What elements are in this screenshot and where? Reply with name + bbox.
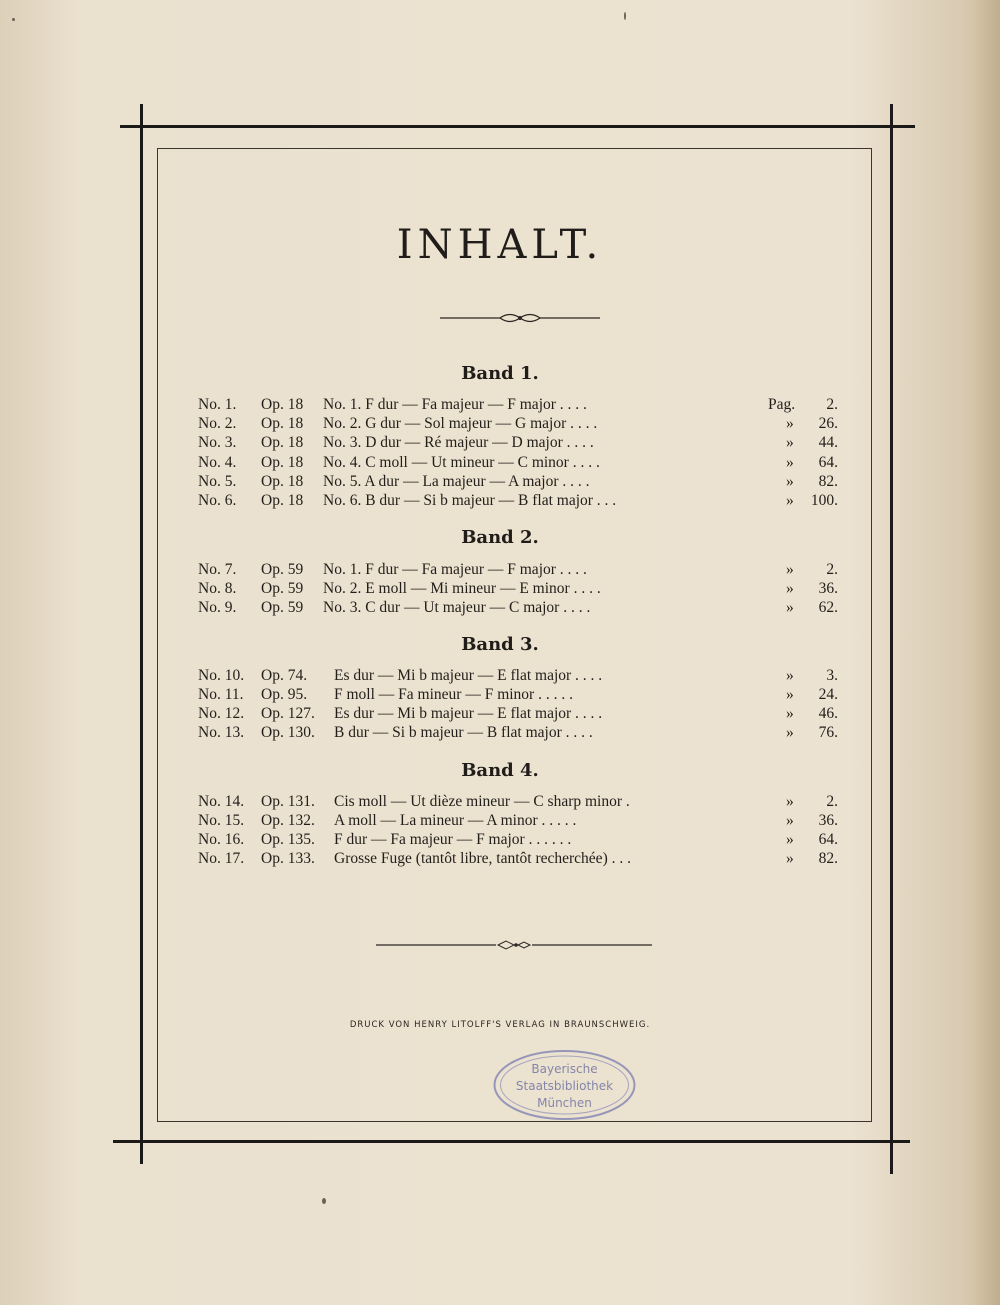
stamp-line-2: Staatsbibliothek [515,1079,614,1093]
entry-opus: Op. 135. [261,831,315,848]
list-item [198,415,838,435]
ornament-divider-icon [376,935,652,955]
speck [624,12,626,20]
entry-page-label: » [786,831,794,848]
entry-page: 36. [818,580,838,597]
list-item [198,793,838,813]
library-stamp-icon [492,1048,637,1122]
frame-top-line [120,125,915,128]
entry-page: 24. [818,686,838,703]
entry-page: 62. [818,599,838,616]
entry-description: No. 6. B dur — Si b majeur — B flat major . . . [323,492,617,509]
entry-page-label: » [786,599,794,616]
entry-description: A moll — La mineur — A minor . . . . . [334,812,577,829]
entry-number: No. 7. [198,561,237,578]
band-heading: Band 4. [461,760,539,781]
entry-opus: Op. 18 [261,415,304,432]
entry-opus: Op. 18 [261,454,304,471]
entry-page-label: » [786,492,794,509]
entry-opus: Op. 18 [261,434,304,451]
entry-description: No. 2. G dur — Sol majeur — G major . . . . [323,415,598,432]
list-item [198,473,838,493]
entry-opus: Op. 59 [261,561,304,578]
list-item [198,724,838,744]
entry-description: No. 3. C dur — Ut majeur — C major . . . . [323,599,591,616]
entry-page: 82. [818,473,838,490]
list-item [198,686,838,706]
entry-page-label: » [786,434,794,451]
entry-page-label: » [786,724,794,741]
stamp-line-1: Bayerische [531,1062,598,1076]
list-item [198,454,838,474]
entry-opus: Op. 130. [261,724,315,741]
entry-page-label: » [786,686,794,703]
entry-number: No. 10. [198,667,245,684]
list-item [198,850,838,870]
entry-description: No. 2. E moll — Mi mineur — E minor . . . . [323,580,601,597]
entry-opus: Op. 59 [261,580,304,597]
entry-page-label: » [786,415,794,432]
entry-opus: Op. 127. [261,705,315,722]
entry-page: 3. [826,667,838,684]
entry-description: Es dur — Mi b majeur — E flat major . . . . [334,705,603,722]
entry-number: No. 1. [198,396,237,413]
entry-description: F moll — Fa mineur — F minor . . . . . [334,686,573,703]
list-item [198,492,838,512]
list-item [198,667,838,687]
band-heading: Band 3. [461,634,539,655]
entry-description: Cis moll — Ut dièze mineur — C sharp minor . [334,793,630,810]
entry-opus: Op. 131. [261,793,315,810]
entry-opus: Op. 132. [261,812,315,829]
speck [12,18,15,21]
entry-page-label: » [786,793,794,810]
entry-number: No. 8. [198,580,237,597]
entry-description: F dur — Fa majeur — F major . . . . . . [334,831,572,848]
entry-page: 64. [818,454,838,471]
list-item [198,705,838,725]
entry-number: No. 4. [198,454,237,471]
entry-description: No. 5. A dur — La majeur — A major . . . . [323,473,590,490]
entry-page-label: » [786,454,794,471]
entry-page-label: » [786,667,794,684]
entry-description: Grosse Fuge (tantôt libre, tantôt recherchée) . . . [334,850,631,867]
ornament-divider-icon [440,308,600,328]
stamp-line-3: München [537,1096,592,1110]
entry-page: 100. [810,492,838,509]
entry-opus: Op. 59 [261,599,304,616]
entry-description: No. 1. F dur — Fa majeur — F major . . . . [323,561,587,578]
entry-page: 76. [818,724,838,741]
entry-number: No. 6. [198,492,237,509]
entry-page: 36. [818,812,838,829]
list-item [198,599,838,619]
frame-bottom-line [113,1140,910,1143]
list-item [198,580,838,600]
list-item [198,831,838,851]
list-item [198,434,838,454]
speck [322,1198,326,1204]
entry-number: No. 11. [198,686,244,703]
entry-number: No. 16. [198,831,245,848]
entry-page: 2. [826,396,838,413]
entry-description: Es dur — Mi b majeur — E flat major . . . . [334,667,603,684]
entry-opus: Op. 95. [261,686,308,703]
entry-page: 64. [818,831,838,848]
list-item [198,561,838,581]
entry-number: No. 14. [198,793,245,810]
band-heading: Band 2. [461,527,539,548]
entry-page: 2. [826,561,838,578]
entry-page: 82. [818,850,838,867]
entry-number: No. 17. [198,850,245,867]
entry-number: No. 9. [198,599,237,616]
entry-page-label: » [786,850,794,867]
printer-imprint: DRUCK VON HENRY LITOLFF'S VERLAG IN BRAUNSCHWEIG. [349,1020,651,1030]
band-heading: Band 1. [461,363,539,384]
entry-page: 26. [818,415,838,432]
entry-page-label: » [786,580,794,597]
entry-opus: Op. 133. [261,850,315,867]
entry-page: 44. [818,434,838,451]
entry-number: No. 15. [198,812,245,829]
entry-description: No. 4. C moll — Ut mineur — C minor . . . . [323,454,600,471]
entry-number: No. 12. [198,705,245,722]
entry-page: 2. [826,793,838,810]
entry-page-label: » [786,561,794,578]
page-title: INHALT. [396,222,604,268]
entry-page: 46. [818,705,838,722]
entry-opus: Op. 18 [261,473,304,490]
entry-number: No. 3. [198,434,237,451]
entry-opus: Op. 18 [261,396,304,413]
list-item [198,396,838,416]
entry-opus: Op. 74. [261,667,308,684]
entry-description: No. 3. D dur — Ré majeur — D major . . . . [323,434,594,451]
entry-description: No. 1. F dur — Fa majeur — F major . . . . [323,396,587,413]
entry-description: B dur — Si b majeur — B flat major . . . . [334,724,593,741]
entry-number: No. 5. [198,473,237,490]
list-item [198,812,838,832]
entry-page-label: » [786,473,794,490]
entry-page-label: » [786,812,794,829]
entry-number: No. 2. [198,415,237,432]
entry-number: No. 13. [198,724,245,741]
entry-page-label: Pag. [768,396,796,413]
entry-page-label: » [786,705,794,722]
entry-opus: Op. 18 [261,492,304,509]
